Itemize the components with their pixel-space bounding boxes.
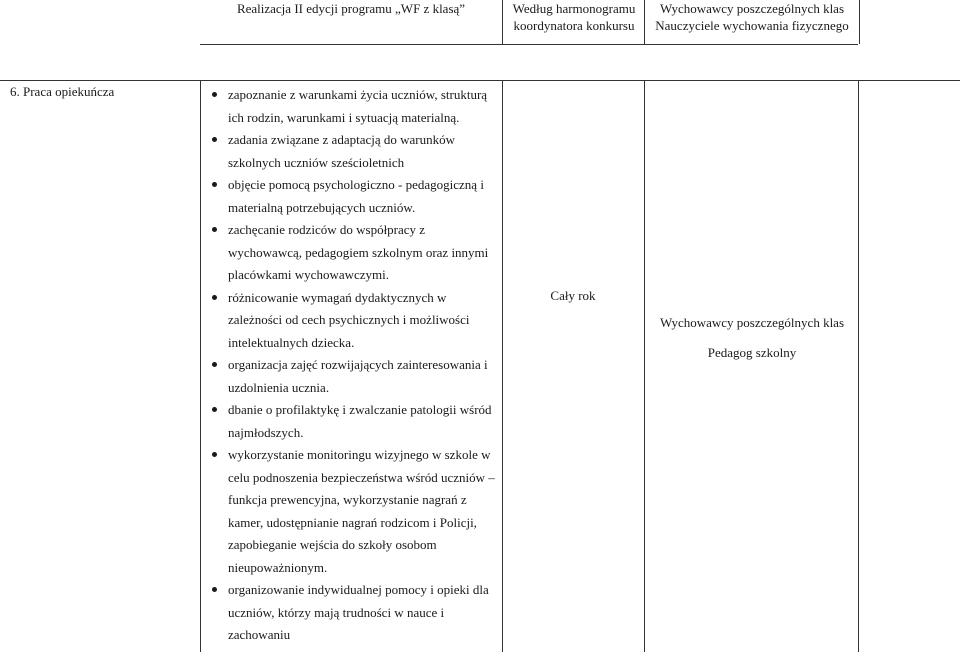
header-schedule-line-2: koordynatora konkursu: [513, 18, 635, 33]
responsible-cell: [644, 308, 860, 368]
header-responsible-cell: [644, 0, 860, 44]
list-item: dbanie o profilaktykę i zwalczanie patologii wśród najmłodszych.: [210, 399, 500, 444]
responsible-line-2: Pedagog szkolny: [707, 345, 797, 360]
header-schedule-line-1: Według harmonogramu: [512, 1, 636, 16]
header-responsible-line-1: Wychowawcy poszczególnych klas: [659, 1, 845, 16]
term-cell: Cały rok: [550, 288, 596, 303]
list-item: zapoznanie z warunkami życia uczniów, strukturą ich rodzin, warunkami i sytuacją materialną.: [210, 84, 500, 129]
list-item: organizowanie indywidualnej pomocy i opieki dla uczniów, którzy mają trudności w nauce i zachowaniu: [210, 579, 500, 647]
header-responsible-line-2: Nauczyciele wychowania fizycznego: [655, 18, 849, 33]
responsible-line-1: Wychowawcy poszczególnych klas: [659, 315, 845, 330]
list-item: objęcie pomocą psychologiczno - pedagogiczną i materialną potrzebujących uczniów.: [210, 174, 500, 219]
list-item: różnicowanie wymagań dydaktycznych w zależności od cech psychicznych i możliwości intelektualnych dziecka.: [210, 287, 500, 355]
column-divider: [502, 80, 503, 652]
task-list: [210, 84, 500, 647]
header-program: Realizacja II edycji programu „WF z klasą”: [236, 1, 466, 16]
header-schedule-cell: [502, 0, 645, 44]
list-item: organizacja zajęć rozwijających zainteresowania i uzdolnienia ucznia.: [210, 354, 500, 399]
header-bottom-border: [200, 44, 858, 45]
column-divider: [200, 80, 201, 652]
header-program-cell: [200, 0, 502, 44]
row-label: 6. Praca opiekuńcza: [10, 84, 115, 99]
list-item: zachęcanie rodziców do współpracy z wychowawcą, pedagogiem szkolnym oraz innymi placówkami wychowawczymi.: [210, 219, 500, 287]
list-item: wykorzystanie monitoringu wizyjnego w szkole w celu podnoszenia bezpieczeństwa wśród uczniów – funkcja prewencyjna, wykorzystanie nagrań z kamer, udostępnianie nagrań rodzicom i Policji, zapobieganie wejścia do szkoły osobom nieupoważnionym.: [210, 444, 500, 579]
list-item: zadania związane z adaptacją do warunków szkolnych uczniów sześcioletnich: [210, 129, 500, 174]
